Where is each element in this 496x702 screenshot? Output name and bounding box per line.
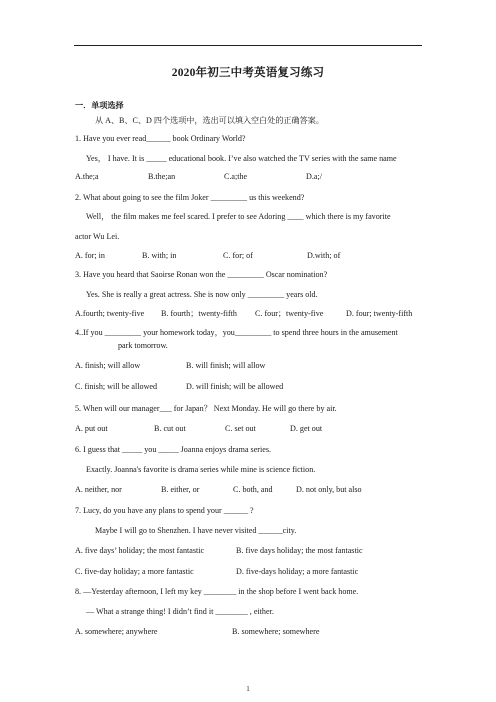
option-c[interactable]: C. four；twenty-five — [255, 309, 324, 318]
question-1: 1. Have you ever read______ book Ordinary World? — [75, 134, 246, 143]
question-3: 3. Have you heard that Saoirse Ronan won the _________ Oscar nomination? — [75, 270, 328, 279]
option-b[interactable]: B. five days holiday; the most fantastic — [236, 546, 363, 555]
option-a[interactable]: A. finish; will allow — [75, 361, 141, 370]
option-d[interactable]: D.a;/ — [306, 172, 322, 181]
option-b[interactable]: B. with; in — [142, 251, 177, 260]
option-a[interactable]: A. neither, nor — [75, 485, 122, 494]
question-2-response: Well， the film makes me feel scared. I prefer to see Adoring ____ which there is my favorite — [86, 212, 391, 221]
option-d[interactable]: D. will finish; will be allowed — [186, 382, 284, 391]
option-b[interactable]: B. either, or — [161, 485, 200, 494]
option-c[interactable]: C. set out — [225, 424, 256, 433]
option-c[interactable]: C. finish; will be allowed — [75, 382, 158, 391]
question-7: 7. Lucy, do you have any plans to spend your ______ ? — [75, 506, 254, 515]
option-a[interactable]: A.fourth; twenty-five — [75, 309, 145, 318]
option-b[interactable]: B.the;an — [148, 172, 176, 181]
option-a[interactable]: A.the;a — [75, 172, 99, 181]
option-d[interactable]: D.with; of — [307, 251, 341, 260]
section-heading: 一．单项选择 — [75, 101, 124, 110]
option-d[interactable]: D. not only, but also — [296, 485, 362, 494]
option-a[interactable]: A. for; in — [75, 251, 105, 260]
option-a[interactable]: A. somewhere; anywhere — [75, 627, 158, 636]
question-4-cont: park tomorrow. — [118, 341, 168, 350]
option-a[interactable]: A. put out — [75, 424, 108, 433]
question-8-response: — What a strange thing! I didn’t find it ________ , either. — [86, 607, 274, 616]
question-7-response: Maybe I will go to Shenzhen. I have never visited ______city. — [95, 526, 297, 535]
question-5: 5. When will our manager___ for Japan？ Next Monday. He will go there by air. — [75, 404, 337, 413]
question-8: 8. —Yesterday afternoon, I left my key ________ in the shop before I went back home. — [75, 587, 359, 596]
option-c[interactable]: C. both, and — [233, 485, 273, 494]
question-4: 4..If you _________ your homework today，you_________ to spend three hours in the amusement — [75, 328, 398, 337]
section-instruction: 从 A、B、C、D 四个选项中，选出可以填入空白处的正确答案。 — [95, 116, 324, 125]
option-b[interactable]: B. fourth；twenty-fifth — [161, 309, 237, 318]
question-1-response: Yes， I have. It is _____ educational book. I’ve also watched the TV series with the same name — [86, 154, 397, 163]
option-b[interactable]: B. somewhere; somewhere — [232, 627, 320, 636]
question-6-response: Exactly. Joanna's favorite is drama series while mine is science fiction. — [86, 465, 316, 474]
option-d[interactable]: D. get out — [290, 424, 323, 433]
option-d[interactable]: D. four; twenty-fifth — [346, 309, 413, 318]
header-rule — [74, 45, 422, 46]
question-6: 6. I guess that _____ you _____ Joanna enjoys drama series. — [75, 445, 272, 454]
option-c[interactable]: C. for; of — [223, 251, 253, 260]
question-2-response-cont: actor Wu Lei. — [75, 232, 120, 241]
question-2: 2. What about going to see the film Joker _________ us this weekend? — [75, 193, 305, 202]
option-d[interactable]: D. five-days holiday; a more fantastic — [236, 567, 359, 576]
option-c[interactable]: C.a;the — [224, 172, 248, 181]
option-a[interactable]: A. five days’ holiday; the most fantastic — [75, 546, 205, 555]
page-title: 2020年初三中考英语复习练习 — [171, 67, 325, 79]
option-b[interactable]: B. will finish; will allow — [186, 361, 266, 370]
page-number: 1 — [246, 685, 250, 693]
option-b[interactable]: B. cut out — [154, 424, 186, 433]
question-3-response: Yes. She is really a great actress. She is now only _________ years old. — [86, 290, 318, 299]
option-c[interactable]: C. five-day holiday; a more fantastic — [75, 567, 194, 576]
